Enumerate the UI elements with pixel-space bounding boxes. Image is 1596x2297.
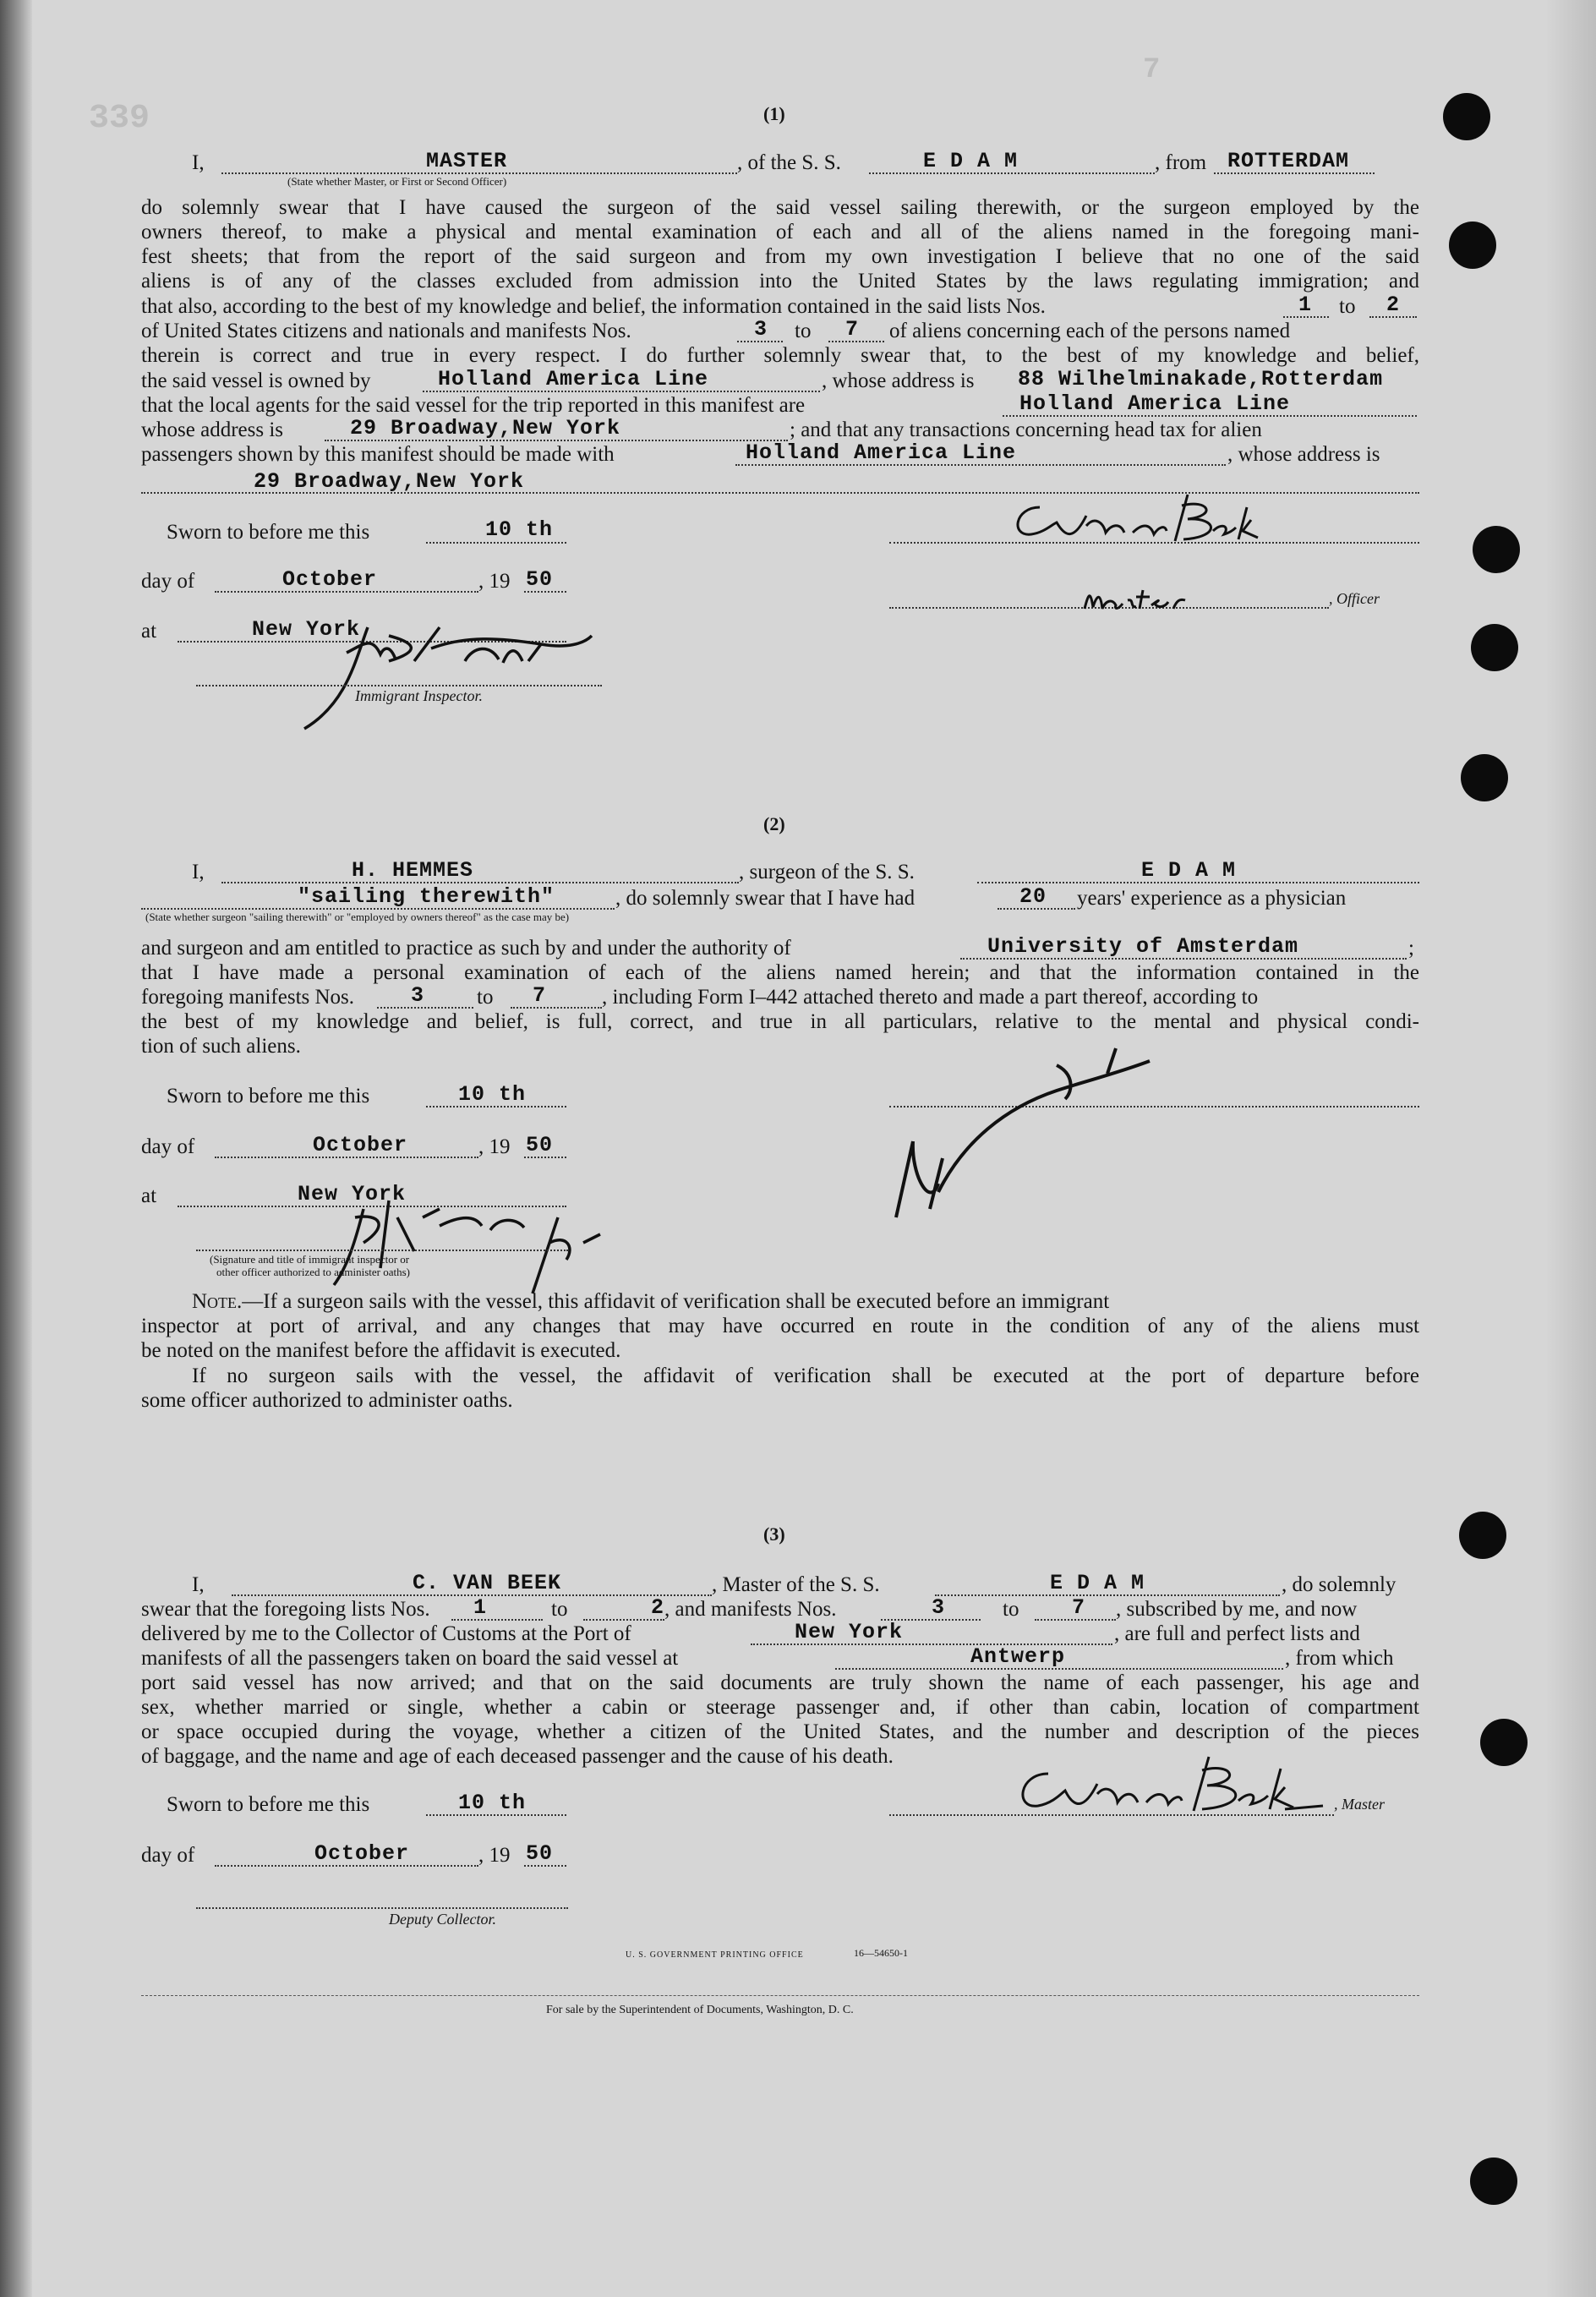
s1-officer-label: , Officer xyxy=(1329,590,1380,607)
s3-text-line: manifests of all the passengers taken on board the said vessel at xyxy=(141,1647,679,1670)
s1-text-line: , whose address is xyxy=(1227,443,1380,466)
s2-ship-name: E D A M xyxy=(1141,858,1237,883)
s2-man-to-line xyxy=(511,1007,602,1009)
s3-year-prefix: , 19 xyxy=(478,1844,511,1867)
footer-rule xyxy=(141,1995,1419,1996)
s1-text-line: owners thereof, to make a physical and mental examination of each and all of the aliens named in the foregoing mani- xyxy=(141,221,1419,243)
s1-man-to: 7 xyxy=(845,317,860,342)
s2-pronoun: I, xyxy=(192,861,205,883)
s1-text-line: whose address is xyxy=(141,418,284,441)
note-text: —If a surgeon sails with the vessel, this affidavit of verification shall be executed before an immigrant xyxy=(242,1290,1110,1313)
s3-text-line: of baggage, and the name and age of each deceased passenger and the cause of his death. xyxy=(141,1745,894,1768)
punch-hole xyxy=(1480,1719,1528,1766)
scan-edge-shadow xyxy=(0,0,32,2297)
s2-year-prefix: , 19 xyxy=(478,1135,511,1158)
s3-to-label: to xyxy=(551,1598,568,1621)
s1-year-prefix: , 19 xyxy=(478,570,511,593)
s3-embark: Antwerp xyxy=(970,1644,1066,1669)
s2-day-of-label: day of xyxy=(141,1135,195,1158)
s3-day-of-label: day of xyxy=(141,1844,195,1867)
s2-note-line: be noted on the manifest before the affidavit is executed. xyxy=(141,1339,621,1362)
s1-text-line: fest sheets; that from the report of the said surgeon and from my own investigation I believe that no one of the said xyxy=(141,245,1419,268)
master-signature xyxy=(1006,490,1276,550)
for-sale-notice: For sale by the Superintendent of Documents, Washington, D. C. xyxy=(546,2004,854,2016)
master-signature-2 xyxy=(1006,1750,1327,1818)
s2-day: 10 th xyxy=(458,1082,527,1107)
s2-surgeon-of: , surgeon of the S. S. xyxy=(739,861,915,883)
s2-at-label: at xyxy=(141,1184,157,1207)
scan-edge-shadow-right xyxy=(1545,0,1596,2297)
s1-owner-address: 88 Wilhelminakade,Rotterdam xyxy=(1018,367,1384,391)
s2-text-line: that I have made a personal examination of each of the aliens named herein; and that the information contained in the xyxy=(141,961,1419,984)
s3-list-from-line xyxy=(451,1619,543,1621)
s3-month: October xyxy=(314,1841,410,1866)
section-3-number: (3) xyxy=(763,1523,785,1545)
s3-master-label: , Master xyxy=(1334,1796,1385,1813)
form-number: 16—54650-1 xyxy=(854,1947,908,1959)
s3-collector-line xyxy=(196,1907,568,1909)
s3-ship-name: E D A M xyxy=(1050,1571,1145,1595)
s2-month: October xyxy=(313,1133,408,1157)
s3-collector-caption: Deputy Collector. xyxy=(389,1911,496,1928)
s3-year: 50 xyxy=(526,1841,554,1866)
s2-note-line: inspector at port of arrival, and any changes that may have occurred en route in the condition of any of the aliens must xyxy=(141,1315,1419,1337)
s3-master-of: , Master of the S. S. xyxy=(712,1573,880,1596)
s2-sworn-label: Sworn to before me this xyxy=(167,1085,370,1107)
bleed-through-mark: 7 xyxy=(1143,54,1161,86)
s1-to-label: to xyxy=(795,320,812,342)
s1-text-line: aliens is of any of the classes excluded from admission into the United States by the laws regulating immigration; and xyxy=(141,270,1419,293)
s1-inspector-caption: Immigrant Inspector. xyxy=(355,687,483,704)
s1-agents-address: 29 Broadway,New York xyxy=(350,416,621,440)
s1-pronoun: I, xyxy=(192,151,205,174)
s2-text-line: tion of such aliens. xyxy=(141,1035,301,1058)
s3-text-line: , from which xyxy=(1285,1647,1394,1670)
s2-man-from: 3 xyxy=(411,983,425,1008)
s2-text-line: , do solemnly swear that I have had xyxy=(615,887,916,910)
s2-years: 20 xyxy=(1019,884,1047,909)
s1-sworn-label: Sworn to before me this xyxy=(167,521,370,544)
punch-hole xyxy=(1443,93,1490,140)
s3-text-line: port said vessel has now arrived; and that on the said documents are truly shown the name of each passenger, his age and xyxy=(141,1671,1419,1694)
s2-place: New York xyxy=(298,1182,407,1206)
s3-day: 10 th xyxy=(458,1791,527,1815)
s2-authority: University of Amsterdam xyxy=(987,934,1299,959)
section-2-number: (2) xyxy=(763,813,785,834)
s3-text-line: sex, whether married or single, whether a cabin or steerage passenger and, if other than cabin, location of compartment xyxy=(141,1696,1419,1719)
s3-text-line: , and manifests Nos. xyxy=(664,1598,837,1621)
s2-surgeon-line xyxy=(221,882,739,883)
s1-to-label: to xyxy=(1339,295,1356,318)
printing-office: U. S. GOVERNMENT PRINTING OFFICE xyxy=(626,1950,804,1960)
s1-man-from: 3 xyxy=(754,317,768,342)
s3-man-to: 7 xyxy=(1072,1595,1086,1620)
s2-to-label: to xyxy=(477,986,494,1009)
bleed-through-number: 339 xyxy=(89,100,150,138)
s1-text-line: of aliens concerning each of the persons named xyxy=(889,320,1291,342)
s1-text-line: therein is correct and true in every respect. I do further solemnly swear that, to the best of my knowledge and belief, xyxy=(141,344,1419,367)
s3-port: New York xyxy=(795,1620,904,1644)
s3-master-name: C. VAN BEEK xyxy=(413,1571,562,1595)
s1-list-from: 1 xyxy=(1298,293,1313,317)
s2-year: 50 xyxy=(526,1133,554,1157)
s2-surgeon-name: H. HEMMES xyxy=(352,858,474,883)
s2-sig-caption-1: (Signature and title of immigrant inspector or xyxy=(210,1253,410,1266)
s2-man-from-line xyxy=(377,1007,473,1009)
s1-text-line: of United States citizens and nationals and manifests Nos. xyxy=(141,320,631,342)
s1-headtax-address: 29 Broadway,New York xyxy=(254,469,525,494)
s3-text-line: swear that the foregoing lists Nos. xyxy=(141,1598,430,1621)
s3-text-line: delivered by me to the Collector of Customs at the Port of xyxy=(141,1622,631,1645)
s2-note-line xyxy=(192,1289,1109,1315)
s1-list-to: 2 xyxy=(1386,293,1401,317)
s2-text-line: and surgeon and am entitled to practice as such by and under the authority of xyxy=(141,937,791,960)
s3-to-label: to xyxy=(1003,1598,1019,1621)
s2-note-line: If no surgeon sails with the vessel, the affidavit of verification shall be executed at the port of departure before xyxy=(192,1365,1419,1387)
s2-note-line: some officer authorized to administer oaths. xyxy=(141,1389,513,1412)
s2-sig-caption-2: other officer authorized to administer oaths) xyxy=(216,1266,410,1278)
s3-text-line: , are full and perfect lists and xyxy=(1114,1622,1360,1645)
s1-of-the-ss: , of the S. S. xyxy=(737,151,841,174)
s2-text-line: ; xyxy=(1408,937,1414,960)
s2-capacity: "sailing therewith" xyxy=(298,884,555,909)
s2-text-line: foregoing manifests Nos. xyxy=(141,986,355,1009)
s3-sworn-label: Sworn to before me this xyxy=(167,1793,370,1816)
s1-ship-name: E D A M xyxy=(923,149,1019,173)
punch-hole xyxy=(1449,221,1496,269)
s3-pronoun: I, xyxy=(192,1573,205,1596)
s3-text-line: , subscribed by me, and now xyxy=(1116,1598,1358,1621)
s3-list-to: 2 xyxy=(651,1595,665,1620)
s1-year: 50 xyxy=(526,567,554,592)
punch-hole xyxy=(1470,2158,1517,2205)
s1-from-label: , from xyxy=(1155,151,1207,174)
punch-hole xyxy=(1459,1512,1506,1559)
s1-agents: Holland America Line xyxy=(1019,391,1291,416)
surgeon-signature xyxy=(862,1040,1167,1226)
s2-capacity-caption: (State whether surgeon "sailing therewith" or "employed by owners thereof" as the case may be) xyxy=(145,911,570,923)
s1-text-line: passengers shown by this manifest should be made with xyxy=(141,443,615,466)
s3-man-from: 3 xyxy=(932,1595,946,1620)
s1-place: New York xyxy=(252,617,361,642)
punch-hole xyxy=(1461,754,1508,801)
s2-man-to: 7 xyxy=(533,983,547,1008)
s1-day-of-label: day of xyxy=(141,570,195,593)
s2-inspector-line xyxy=(196,1250,568,1251)
s1-text-line: the said vessel is owned by xyxy=(141,369,371,392)
s1-month: October xyxy=(282,567,378,592)
s2-text-line: , including Form I–442 attached thereto and made a part thereof, according to xyxy=(602,986,1259,1009)
s1-text-line: ; and that any transactions concerning head tax for alien xyxy=(790,418,1262,441)
s1-inspector-line xyxy=(196,685,602,686)
s1-at-label: at xyxy=(141,620,157,643)
s1-rank-value: MASTER xyxy=(426,149,508,173)
s2-text-line: the best of my knowledge and belief, is full, correct, and true in all particulars, relative to the mental and physical condi- xyxy=(141,1010,1419,1033)
punch-hole xyxy=(1473,526,1520,573)
inspector-signature xyxy=(287,602,609,746)
s1-text-line: that the local agents for the said vessel for the trip reported in this manifest are xyxy=(141,394,806,417)
s2-text-line: years' experience as a physician xyxy=(1077,887,1347,910)
s1-rank-caption: (State whether Master, or First or Second Officer) xyxy=(287,175,507,188)
s1-text-line: that also, according to the best of my knowledge and belief, the information contained in the said lists Nos. xyxy=(141,295,1046,318)
punch-hole xyxy=(1471,624,1518,671)
s1-headtax-with: Holland America Line xyxy=(746,440,1017,465)
s3-text-line: , do solemnly xyxy=(1282,1573,1396,1596)
s1-day: 10 th xyxy=(485,517,554,542)
note-label: Note. xyxy=(192,1290,243,1313)
s1-text-line: , whose address is xyxy=(822,369,975,392)
officer-title-handwriting xyxy=(1080,575,1216,617)
s1-from-port: ROTTERDAM xyxy=(1227,149,1350,173)
section-1-number: (1) xyxy=(763,103,785,124)
s3-text-line: or space occupied during the voyage, whether a citizen of the United States, and the number and description of the pieces xyxy=(141,1720,1419,1743)
inspector-signature-2 xyxy=(313,1167,668,1302)
s3-list-from: 1 xyxy=(473,1595,488,1620)
s1-owner: Holland America Line xyxy=(438,367,709,391)
s1-text-line: do solemnly swear that I have caused the surgeon of the said vessel sailing therewith, or the surgeon employed by the xyxy=(141,196,1419,219)
